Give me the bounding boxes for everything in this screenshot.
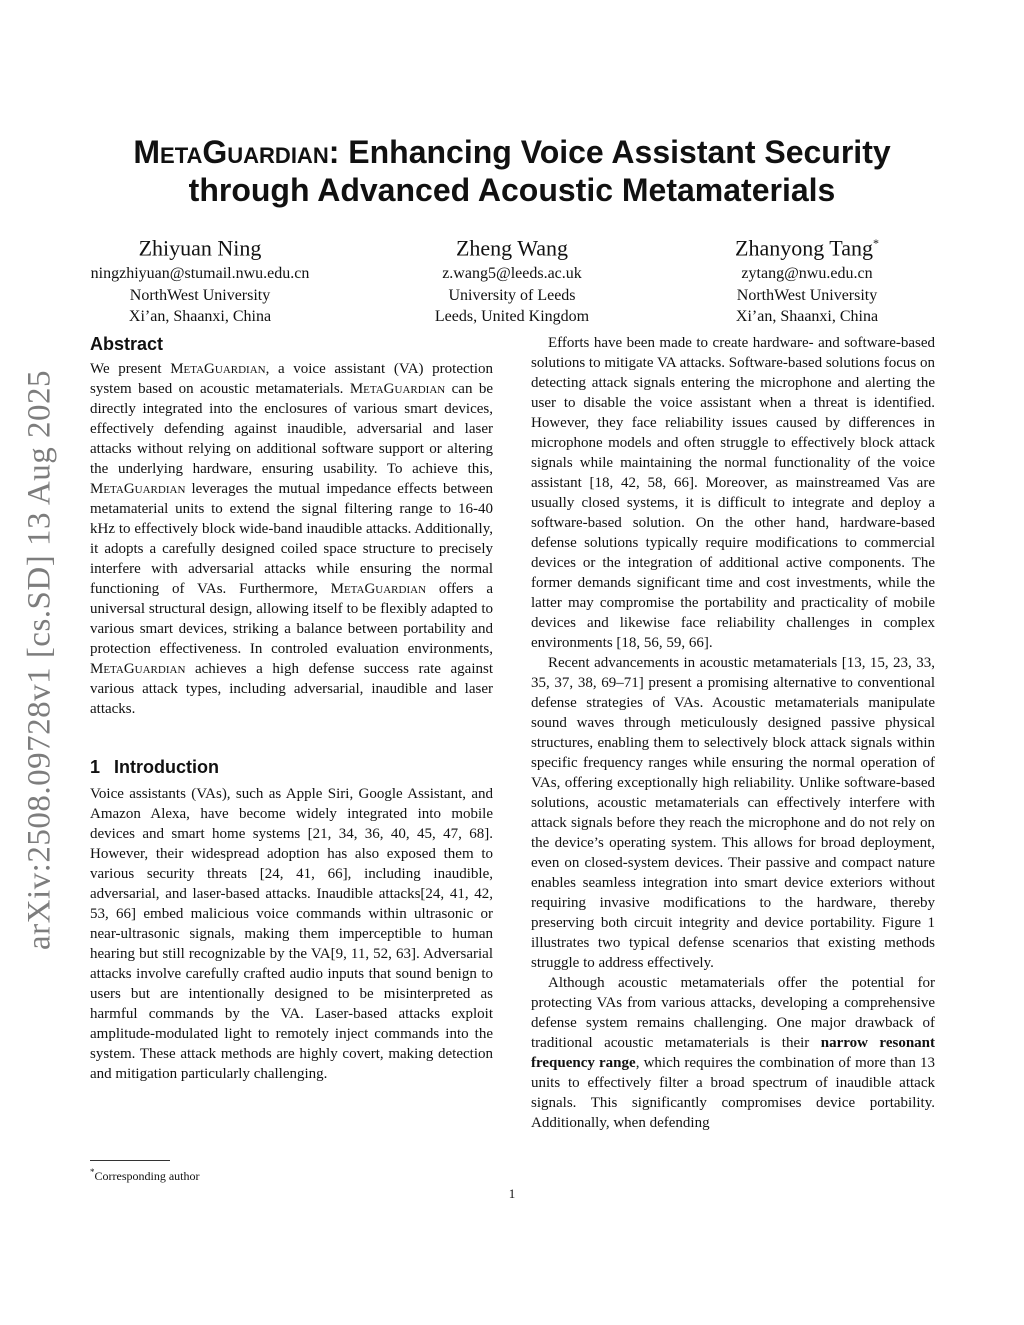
author-name: Zhanyong Tang* [735,235,879,261]
page-number: 1 [508,1186,516,1201]
author-affiliation: NorthWest University [736,286,878,304]
author-email: zytang@nwu.edu.cn [741,265,873,283]
arxiv-id-text: arXiv:2508.09728v1 [cs.SD] 13 Aug 2025 [21,370,58,950]
footnote [90,1164,199,1184]
section-number: 1 [90,757,101,777]
introduction-heading [90,756,493,778]
title-system-name: MetaGuardian [133,134,329,170]
right-column [531,333,935,1133]
author-3 [647,228,967,328]
author-email: ningzhiyuan@stumail.nwu.edu.cn [90,265,310,283]
intro-paragraph-2: Efforts have been made to create hardware- and software-based solutions to mitigate VA attacks. Software-based solutions focus on detecting attack signals entering the microphone and alerting the user to disable the voice assistant when a threat is identified. However, they face reliability issues caused by differences in microphone models and often struggle to effectively block attack signals while maintaining the normal functionality of the voice assistant [18, 42, 58, 66]. Moreover, as mainstreamed Vas are usually closed systems, it is difficult to integrate and deploy a software-based solution. On the other hand, hardware-based defense solutions typically require modifications to commercial devices or the integration of additional active components. The former demands significant time and cost investments, while the latter may compromise the portability and practicality of mobile devices and likewise face reliability challenges in complex environments [18, 56, 59, 66]. [531,335,935,651]
emphasis-text: narrow resonant frequency range [531,1035,935,1071]
intro-paragraph-1: Voice assistants (VAs), such as Apple Siri, Google Assistant, and Amazon Alexa, have become widely integrated into mobile devices and smart home systems [21, 34, 36, 40, 45, 47, 68]. However, their widespread adoption has also exposed them to various security threats [24, 41, 66], including inaudible, adversarial, and laser-based attacks. Inaudible attacks[24, 41, 42, 53, 66] embed malicious voice commands within ultrasonic or near-ultrasonic signals, making them imperceptible to human hearing but still recognizable by the VA[9, 11, 52, 63]. Adversarial attacks involve carefully crafted audio inputs that sound benign to users but are intentionally designed to be misinterpreted as harmful commands by the VA. Laser-based attacks exploit amplitude-modulated light to remotely inject commands into the system. These attack methods are highly covert, making detection and mitigation particularly challenging. [90,786,493,1082]
intro-paragraph-4: Although acoustic metamaterials offer the potential for protecting VAs from various attacks, developing a comprehensive defense system remains challenging. One major drawback of traditional acoustic metamaterials is their narrow resonant frequency range, which requires the combination of more than 13 units to effectively filter a broad spectrum of inaudible attack signals. This significantly compromises device portability. Additionally, when defending [531,975,935,1131]
author-2 [352,228,672,328]
abstract-heading: Abstract [90,334,164,354]
arxiv-identifier [0,360,80,960]
footnote-mark: * [90,1167,95,1177]
author-1 [40,228,360,328]
author-affiliation: University of Leeds [448,286,576,304]
paper-title [90,133,934,209]
author-location: Leeds, United Kingdom [434,308,590,326]
title-line1-rest: : Enhancing Voice Assistant Security [328,134,891,170]
section-title: Introduction [114,757,219,777]
author-name: Zheng Wang [455,235,569,261]
abstract-text: We present MetaGuardian, a voice assistant (VA) protection system based on acoustic metamaterials. MetaGuardian can be directly integrated into the enclosures of various smart devices, effectively defending against inaudible, adversarial and laser attacks without relying on additional software support or altering the underlying hardware, ensuring usability. To achieve this, MetaGuardian leverages the mutual impedance effects between metamaterial units to extend the signal filtering range to 16-40 kHz to effectively block wide-band inaudible attacks. Additionally, it adopts a carefully designed coiled space structure to precisely interfere with adversarial attacks while ensuring the normal functioning of VAs. Furthermore, MetaGuardian offers a universal structural design, allowing itself to be flexibly adapted to various smart devices, striking a balance between portability and protection effectiveness. In controled evaluation environments, MetaGuardian achieves a high defense success rate against various attack types, including adversarial, inaudible and laser attacks. [90,361,494,717]
left-column [90,333,493,1084]
title-line2: through Advanced Acoustic Metamaterials [188,172,836,208]
author-name: Zhiyuan Ning [138,235,262,261]
author-email: z.wang5@leeds.ac.uk [442,265,582,283]
footnote-rule [90,1160,170,1161]
intro-paragraph-3: Recent advancements in acoustic metamaterials [13, 15, 23, 33, 35, 37, 38, 69–71] present a promising alternative to conventional defense strategies of VAs. Acoustic metamaterials manipulate sound waves through meticulously designed passive physical structures, enabling them to selectively block attack signals within specific frequency ranges while ensuring the normal operation of VAs, offering exceptionally high reliability. Unlike software-based solutions, acoustic metamaterials can effectively interfere with attack signals before they reach the microphone and do not rely on the device’s operating system. This allows for broad deployment, even on closed-system devices. Their passive and compact nature enables seamless integration into smart device exteriors without requiring invasive modifications to the hardware, thereby preserving both circuit integrity and device portability. Figure 1 illustrates two typical defense scenarios that existing methods struggle to address effectively. [531,655,935,971]
author-location: Xi’an, Shaanxi, China [735,308,879,326]
author-affiliation: NorthWest University [129,286,271,304]
footnote-text: Corresponding author [94,1169,200,1183]
author-location: Xi’an, Shaanxi, China [128,308,272,326]
